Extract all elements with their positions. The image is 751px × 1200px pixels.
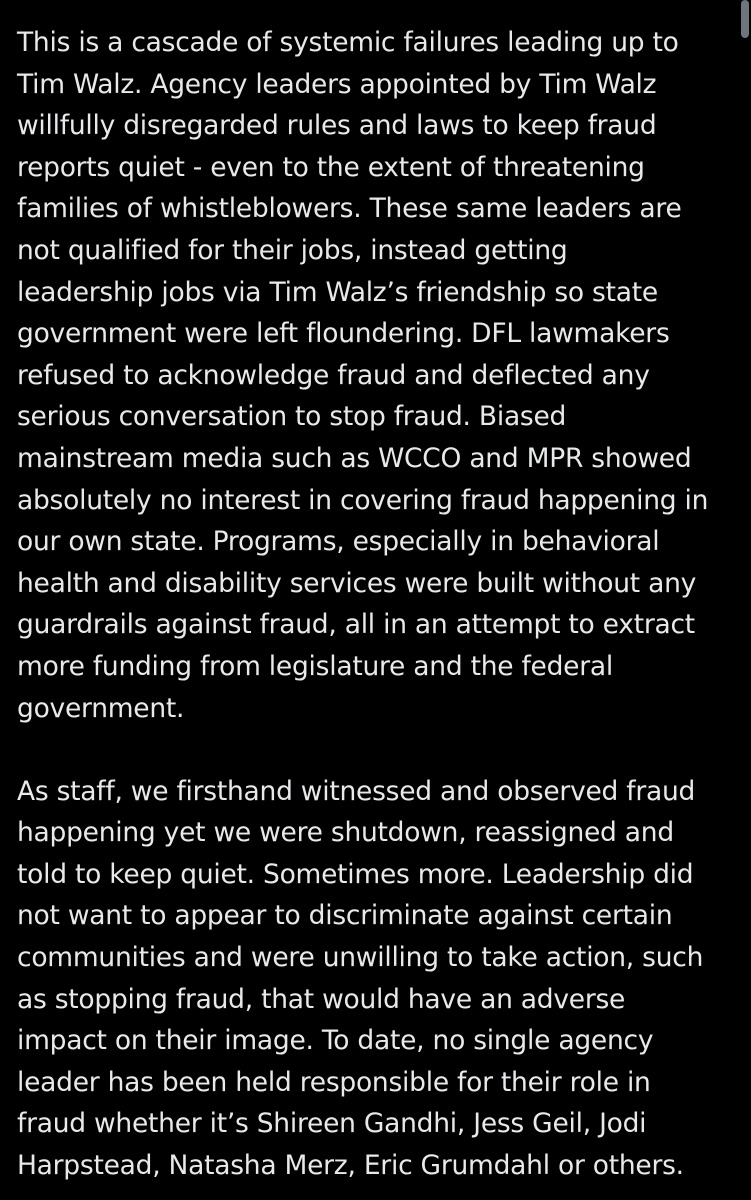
text-line: impact on their image. To date, no single agency xyxy=(17,1025,654,1057)
text-line: government. xyxy=(17,692,185,724)
text-line: more funding from legislature and the federal xyxy=(17,650,613,682)
paragraph-1 xyxy=(17,22,739,729)
text-line: communities and were unwilling to take action, such xyxy=(17,942,704,974)
paragraph-spacer xyxy=(17,729,739,771)
text-line: as stopping fraud, that would have an adverse xyxy=(17,983,626,1015)
scrollbar-thumb[interactable] xyxy=(741,0,749,38)
text-line: fraud whether it’s Shireen Gandhi, Jess Geil, Jodi xyxy=(17,1108,647,1140)
text-line: willfully disregarded rules and laws to keep fraud xyxy=(17,110,657,142)
text-line: our own state. Programs, especially in behavioral xyxy=(17,526,660,558)
text-line: reports quiet - even to the extent of threatening xyxy=(17,151,645,183)
text-line: health and disability services were built without any xyxy=(17,567,697,599)
paragraph-2 xyxy=(17,771,739,1187)
text-line: Harpstead, Natasha Merz, Eric Grumdahl or others. xyxy=(17,1150,684,1182)
text-line: told to keep quiet. Sometimes more. Leadership did xyxy=(17,858,694,890)
text-line: not qualified for their jobs, instead getting xyxy=(17,234,568,266)
text-line: absolutely no interest in covering fraud happening in xyxy=(17,484,709,516)
text-line: not want to appear to discriminate against certain xyxy=(17,900,673,932)
text-line: mainstream media such as WCCO and MPR showed xyxy=(17,442,692,474)
text-line: happening yet we were shutdown, reassigned and xyxy=(17,817,674,849)
post-text-body xyxy=(17,22,739,1187)
text-line: serious conversation to stop fraud. Biased xyxy=(17,401,567,433)
text-line: families of whistleblowers. These same leaders are xyxy=(17,193,682,225)
text-line: refused to acknowledge fraud and deflected any xyxy=(17,359,650,391)
text-line: As staff, we firsthand witnessed and observed fraud xyxy=(17,775,696,807)
text-line: Tim Walz. Agency leaders appointed by Tim Walz xyxy=(17,68,657,100)
text-line: government were left floundering. DFL lawmakers xyxy=(17,318,670,350)
text-line: leader has been held responsible for their role in xyxy=(17,1066,651,1098)
text-line: guardrails against fraud, all in an attempt to extract xyxy=(17,609,695,641)
text-line: This is a cascade of systemic failures leading up to xyxy=(17,27,679,58)
text-line: leadership jobs via Tim Walz’s friendship so state xyxy=(17,276,658,308)
